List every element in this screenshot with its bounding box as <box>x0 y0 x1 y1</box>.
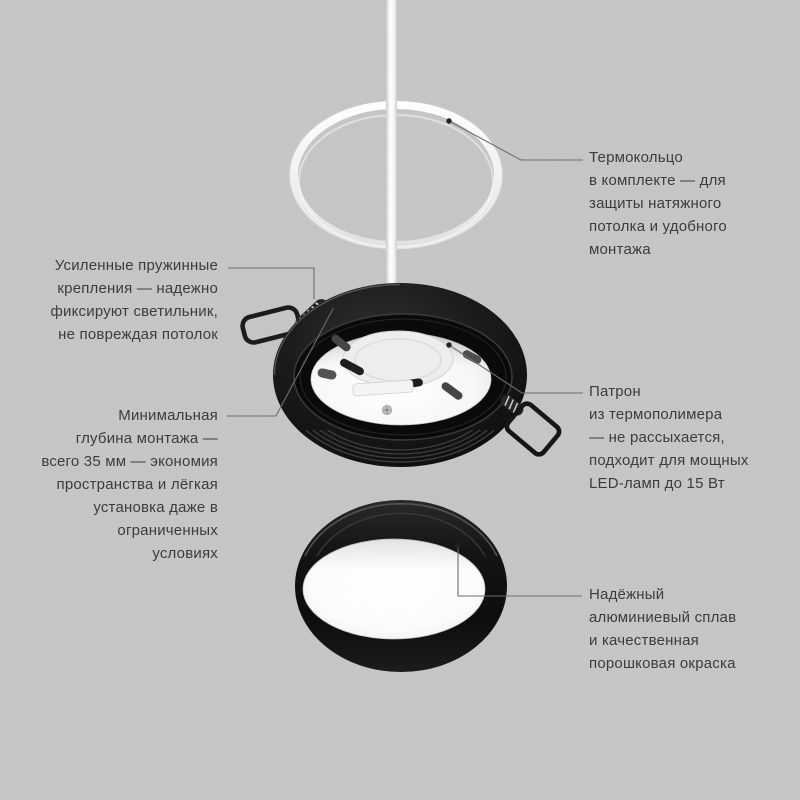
power-cord <box>386 0 397 290</box>
callout-line: условиях <box>152 545 218 562</box>
callout-dot-thermo-ring <box>446 118 451 123</box>
callout-line: ограниченных <box>117 522 218 539</box>
callout-line: крепления — надежно <box>57 280 218 297</box>
callout-line: не повреждая потолок <box>58 326 218 343</box>
callout-line: монтажа <box>589 241 651 258</box>
callout-line: в комплекте — для <box>589 172 726 189</box>
callout-line: Минимальная <box>118 407 218 424</box>
callout-line: установка даже в <box>93 499 218 516</box>
callout-line: пространства и лёгкая <box>56 476 218 493</box>
callout-thermo-ring <box>589 146 727 261</box>
callout-line: — не рассыхается, <box>589 429 725 446</box>
callout-line: из термополимера <box>589 406 723 423</box>
callout-line: Надёжный <box>589 586 665 603</box>
callout-dot-socket <box>446 342 451 347</box>
callout-spring-clips <box>50 254 218 346</box>
callout-dot-mounting-depth <box>332 303 337 308</box>
callout-line: Патрон <box>589 383 641 400</box>
callout-dot-alloy-body <box>455 543 460 548</box>
callout-socket <box>589 380 749 495</box>
callout-mounting-depth <box>41 404 218 565</box>
callout-line: фиксируют светильник, <box>50 303 218 320</box>
callout-line: подходит для мощных <box>589 452 749 469</box>
callout-line: алюминиевый сплав <box>589 609 737 626</box>
callout-line: и качественная <box>589 632 699 649</box>
callout-line: LED-ламп до 15 Вт <box>589 475 725 492</box>
callout-line: всего 35 мм — экономия <box>41 453 218 470</box>
callout-line: Усиленные пружинные <box>54 257 218 274</box>
socket-screw <box>383 406 392 415</box>
callout-alloy-body <box>589 583 736 675</box>
mounting-frame <box>273 283 527 467</box>
callout-line: порошковая окраска <box>589 655 736 672</box>
callout-line: Термокольцо <box>589 149 683 166</box>
lamp-body <box>295 500 507 672</box>
callout-line: глубина монтажа — <box>75 430 218 447</box>
callout-line: потолка и удобного <box>589 218 727 235</box>
callout-line: защиты натяжного <box>589 195 722 212</box>
